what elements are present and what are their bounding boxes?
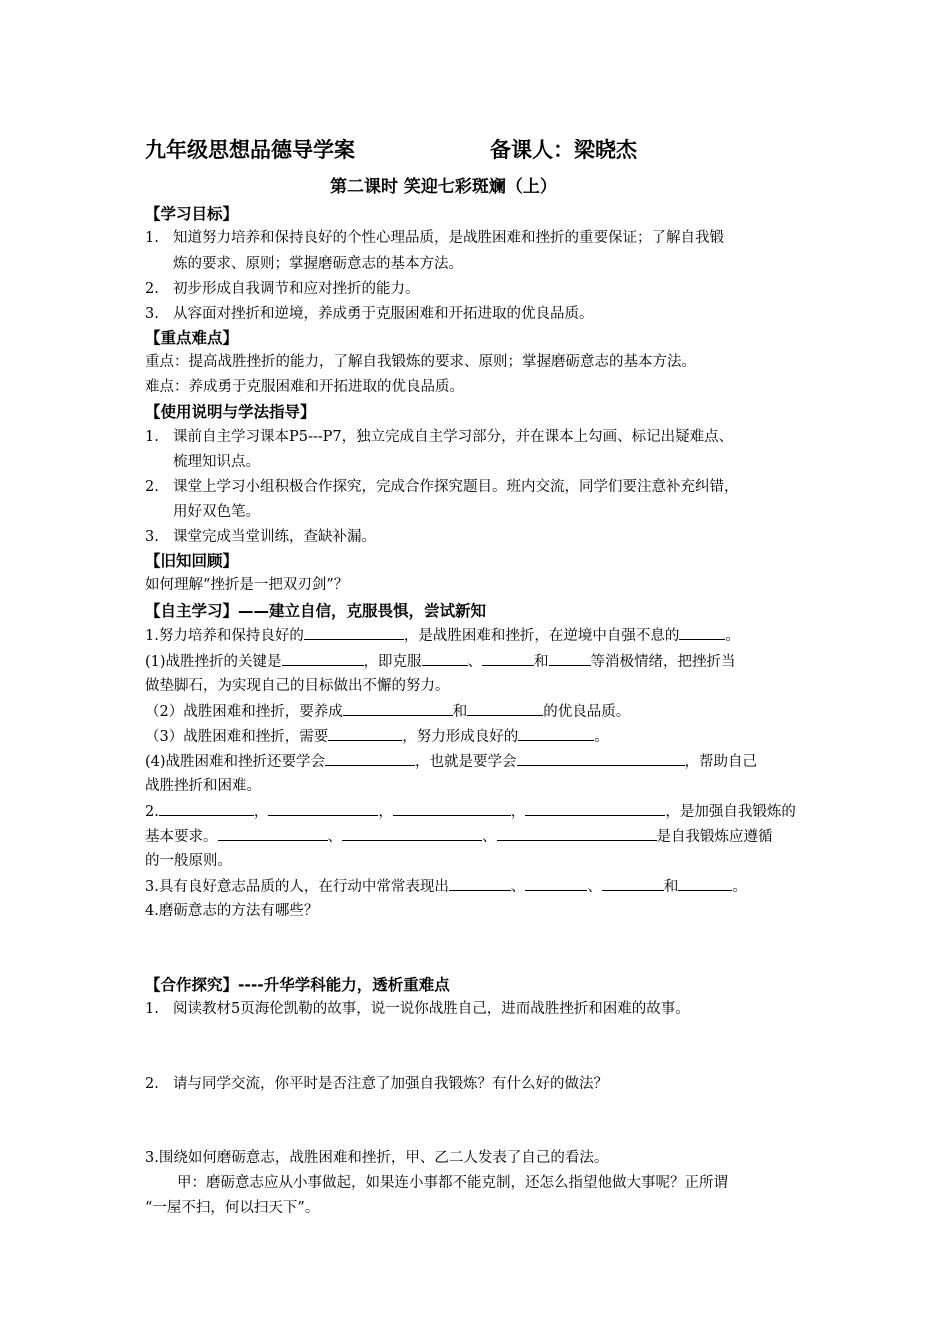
self-study-heading: 【自主学习】——建立自信，克服畏惧，尝试新知 bbox=[145, 602, 487, 620]
self-study-q2-line3: 的一般原则。 bbox=[145, 853, 232, 869]
q1-1-text-e: 等消极情绪，把挫折当 bbox=[590, 654, 736, 670]
instruction-item-3 bbox=[145, 527, 376, 547]
self-study-q4: 4.磨砺意志的方法有哪些？ bbox=[145, 903, 319, 919]
q1-1-blank-4[interactable] bbox=[549, 651, 591, 666]
q2-blank-1[interactable] bbox=[159, 801, 254, 816]
q1-4-text-a: (4)战胜困难和挫折还要学会 bbox=[145, 754, 326, 770]
q1-1-blank-3[interactable] bbox=[482, 651, 534, 666]
q2-sep-1: ， bbox=[253, 804, 269, 820]
self-study-q1-4 bbox=[145, 751, 757, 772]
self-study-q1-3 bbox=[145, 726, 609, 747]
objective-item-3-number: 3. bbox=[145, 306, 159, 322]
cooperation-item-1-number: 1. bbox=[145, 1001, 159, 1017]
q3-blank-4[interactable] bbox=[678, 876, 732, 891]
objective-item-1-number: 1. bbox=[145, 230, 159, 246]
objective-item-2 bbox=[145, 279, 420, 299]
instruction-item-1-number: 1. bbox=[145, 429, 159, 445]
q1-4-text-c: ，帮助自己 bbox=[684, 754, 758, 770]
cooperation-item-3: 3.围绕如何磨砺意志，战胜困难和挫折，甲、乙二人发表了自己的看法。 bbox=[145, 1150, 609, 1166]
q1-2-text-b: 和 bbox=[452, 704, 468, 720]
q3-and: 和 bbox=[663, 879, 679, 895]
instruction-item-1 bbox=[145, 427, 733, 447]
self-study-q1-2 bbox=[145, 701, 630, 722]
q1-text-b: ，是战胜困难和挫折，在逆境中自强不息的 bbox=[403, 628, 680, 644]
q2-blank-7[interactable] bbox=[497, 826, 657, 841]
instruction-item-1-text: 课前自主学习课本P5---P7，独立完成自主学习部分，并在课本上勾画、标记出疑难点、 bbox=[173, 429, 734, 445]
q2-text-b: ，是加强自我锻炼的 bbox=[665, 804, 796, 820]
cooperation-item-3-jia: 甲：磨砺意志应从小事做起，如果连小事都不能克制，还怎么指望他做大事呢？正所谓 bbox=[177, 1175, 728, 1191]
q1-1-text-b: ，即克服 bbox=[363, 654, 422, 670]
q1-4-text-b: ，也就是要学会 bbox=[415, 754, 517, 770]
q3-blank-3[interactable] bbox=[602, 876, 664, 891]
objective-item-1 bbox=[145, 228, 724, 248]
instruction-item-1-cont: 梳理知识点。 bbox=[173, 454, 260, 470]
q2-blank-6[interactable] bbox=[342, 826, 482, 841]
lesson-title: 第二课时 笑迎七彩斑斓（上） bbox=[330, 177, 557, 197]
cooperation-heading: 【合作探究】----升华学科能力，透析重难点 bbox=[145, 976, 450, 994]
self-study-q2-line2 bbox=[145, 826, 773, 847]
q2-blank-5[interactable] bbox=[218, 826, 328, 841]
objective-item-1-text: 知道努力培养和保持良好的个性心理品质，是战胜困难和挫折的重要保证；了解自我锻 bbox=[173, 230, 724, 246]
q1-1-text-c: 、 bbox=[467, 654, 483, 670]
q1-3-text-b: ，努力形成良好的 bbox=[402, 729, 519, 745]
cooperation-item-3-jia-cont: “一屋不扫，何以扫天下”。 bbox=[145, 1200, 320, 1216]
q1-3-blank-1[interactable] bbox=[328, 726, 402, 741]
self-study-q2 bbox=[145, 801, 796, 822]
q1-2-blank-1[interactable] bbox=[343, 701, 453, 716]
self-study-q1-1 bbox=[145, 651, 736, 672]
objective-item-3-text: 从容面对挫折和逆境，养成勇于克服困难和开拓进取的优良品质。 bbox=[173, 306, 594, 322]
self-study-q1-1-cont: 做垫脚石，为实现自己的目标做出不懈的努力。 bbox=[145, 678, 450, 694]
document-title: 九年级思想品德导学案 bbox=[145, 138, 355, 162]
q3-sep-1: 、 bbox=[510, 879, 526, 895]
q2-blank-2[interactable] bbox=[268, 801, 378, 816]
q1-4-blank-1[interactable] bbox=[325, 751, 415, 766]
key-point-text: 重点：提高战胜挫折的能力，了解自我锻炼的要求、原则；掌握磨砺意志的基本方法。 bbox=[145, 354, 696, 370]
objective-item-2-text: 初步形成自我调节和应对挫折的能力。 bbox=[173, 281, 420, 297]
self-study-q3 bbox=[145, 876, 747, 897]
q1-1-text-a: (1)战胜挫折的关键是 bbox=[145, 654, 282, 670]
review-heading: 【旧知回顾】 bbox=[145, 552, 239, 570]
objectives-heading: 【学习目标】 bbox=[145, 205, 239, 223]
q2-blank-4[interactable] bbox=[525, 801, 665, 816]
q1-2-text-c: 的优良品质。 bbox=[543, 704, 631, 720]
cooperation-item-2-text: 请与同学交流，你平时是否注意了加强自我锻炼？有什么好的做法？ bbox=[173, 1076, 608, 1092]
review-question: 如何理解“挫折是一把双刃剑”？ bbox=[145, 577, 349, 593]
q3-blank-2[interactable] bbox=[525, 876, 587, 891]
q3-end: 。 bbox=[732, 879, 747, 895]
q3-blank-1[interactable] bbox=[449, 876, 511, 891]
q2-sep-3: ， bbox=[510, 804, 526, 820]
difficult-point-text: 难点：养成勇于克服困难和开拓进取的优良品质。 bbox=[145, 379, 464, 395]
cooperation-item-2-number: 2. bbox=[145, 1076, 159, 1092]
q2-blank-3[interactable] bbox=[393, 801, 511, 816]
instruction-item-2-cont: 用好双色笔。 bbox=[173, 504, 260, 520]
cooperation-item-1-text: 阅读教材5页海伦凯勒的故事，说一说你战胜自己，进而战胜挫折和困难的故事。 bbox=[173, 1001, 690, 1017]
q1-1-blank-1[interactable] bbox=[282, 651, 364, 666]
cooperation-item-2 bbox=[145, 1074, 608, 1094]
q2-sep-2: ， bbox=[378, 804, 393, 820]
preparer-name: 备课人：梁晓杰 bbox=[490, 138, 637, 162]
key-points-heading: 【重点难点】 bbox=[145, 329, 239, 347]
q2-line2-sep-2: 、 bbox=[482, 829, 497, 845]
instruction-item-2-text: 课堂上学习小组积极合作探究，完成合作探究题目。班内交流，同学们要注意补充纠错， bbox=[173, 479, 739, 495]
q1-blank-2[interactable] bbox=[679, 625, 725, 640]
instruction-item-3-number: 3. bbox=[145, 529, 159, 545]
q1-2-blank-2[interactable] bbox=[467, 701, 543, 716]
objective-item-2-number: 2. bbox=[145, 281, 159, 297]
q2-line2-sep-1: 、 bbox=[327, 829, 342, 845]
instructions-heading: 【使用说明与学法指导】 bbox=[145, 403, 316, 421]
q1-3-text-a: （3）战胜困难和挫折，需要 bbox=[145, 729, 329, 745]
q1-4-blank-2[interactable] bbox=[517, 751, 685, 766]
q1-1-text-d: 和 bbox=[534, 654, 549, 670]
q3-text-a: 3.具有良好意志品质的人，在行动中常常表现出 bbox=[145, 879, 449, 895]
q1-1-blank-2[interactable] bbox=[422, 651, 468, 666]
q1-3-text-c: 。 bbox=[594, 729, 609, 745]
instruction-item-2 bbox=[145, 477, 739, 497]
q1-3-blank-2[interactable] bbox=[518, 726, 594, 741]
q1-blank-1[interactable] bbox=[304, 625, 404, 640]
q2-line2-text-a: 基本要求。 bbox=[145, 829, 218, 845]
self-study-q1 bbox=[145, 625, 740, 646]
self-study-q1-4-cont: 战胜挫折和困难。 bbox=[145, 778, 261, 794]
objective-item-1-cont: 炼的要求、原则；掌握磨砺意志的基本方法。 bbox=[173, 256, 463, 272]
instruction-item-3-text: 课堂完成当堂训练，查缺补漏。 bbox=[173, 529, 376, 545]
objective-item-3 bbox=[145, 304, 594, 324]
q3-sep-2: 、 bbox=[587, 879, 602, 895]
q1-2-text-a: （2）战胜困难和挫折，要养成 bbox=[145, 704, 343, 720]
q1-text-c: 。 bbox=[725, 628, 740, 644]
q2-text-a: 2. bbox=[145, 804, 159, 820]
instruction-item-2-number: 2. bbox=[145, 479, 159, 495]
q2-line2-text-b: 是自我锻炼应遵循 bbox=[656, 829, 773, 845]
q1-text-a: 1.努力培养和保持良好的 bbox=[145, 628, 304, 644]
cooperation-item-1 bbox=[145, 999, 690, 1019]
